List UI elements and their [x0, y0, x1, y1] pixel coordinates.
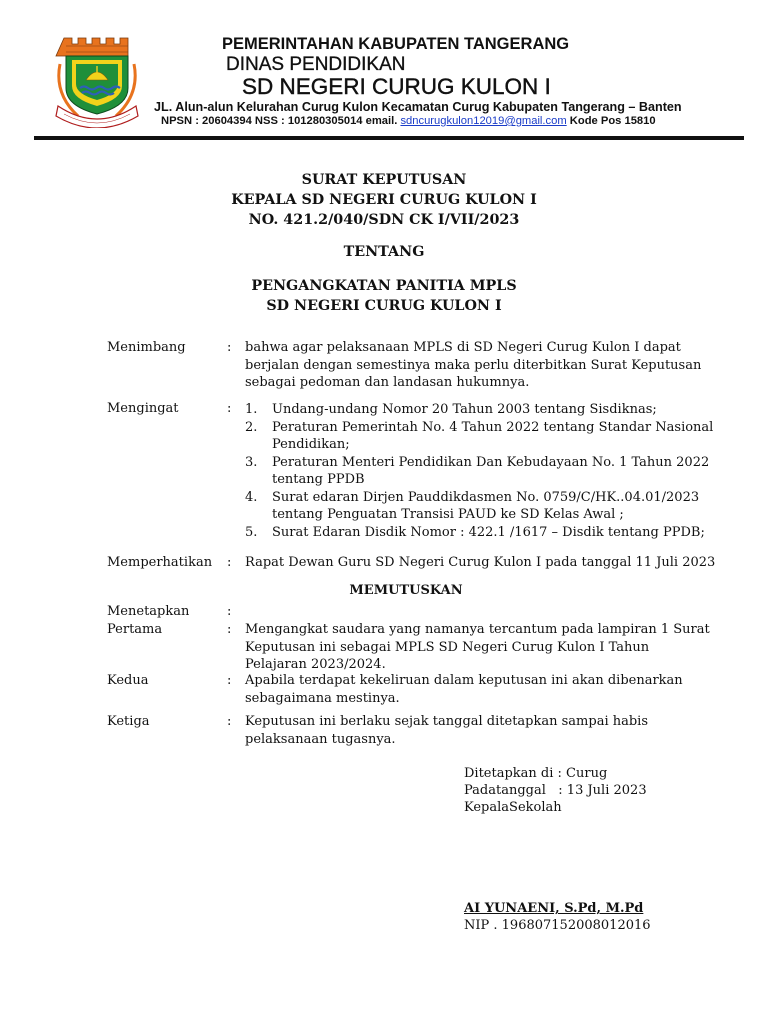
kedua-text: Apabila terdapat kekeliruan dalam keputusan ini akan dibenarkan sebagaimana mestinya.	[245, 673, 683, 706]
pertama-label: Pertama	[107, 622, 163, 637]
list-item-number: 3.	[245, 454, 258, 470]
ketiga-colon: :	[227, 714, 232, 729]
signature-place: Ditetapkan di : Curug	[464, 766, 608, 781]
doc-issuer-title: KEPALA SD NEGERI CURUG KULON I	[231, 192, 537, 208]
menimbang-text: bahwa agar pelaksanaan MPLS di SD Negeri Curug Kulon I dapat berjalan dengan semestinya maka perlu diterbitkan Surat Keputusan sebagai pedoman dan landasan hukumnya.	[245, 340, 702, 390]
contact-prefix: NPSN : 20604394 NSS : 101280305014 email.	[161, 115, 401, 127]
letterhead-divider	[34, 136, 744, 140]
doc-subject-line2: SD NEGERI CURUG KULON I	[266, 298, 502, 314]
list-item-text: Surat edaran Dirjen Pauddikdasmen No. 0759/C/HK..04.01/2023 tentang Penguatan Transisi PAUD ke SD Kelas Awal ;	[272, 489, 700, 522]
mengingat-colon: :	[227, 401, 232, 416]
list-item	[245, 419, 715, 454]
list-item	[245, 489, 715, 524]
ketiga-label: Ketiga	[107, 714, 150, 729]
list-item-text: Peraturan Pemerintah No. 4 Tahun 2022 tentang Standar Nasional Pendidikan;	[272, 419, 714, 452]
doc-number: NO. 421.2/040/SDN CK I/VII/2023	[248, 212, 520, 228]
menimbang-colon: :	[227, 340, 232, 355]
memperhatikan-colon: :	[227, 555, 232, 570]
menimbang-label: Menimbang	[107, 340, 186, 355]
menetapkan-label: Menetapkan	[107, 604, 190, 619]
list-item	[245, 454, 715, 489]
email-link[interactable]: sdncurugkulon12019@gmail.com	[400, 115, 567, 127]
kedua-colon: :	[227, 673, 232, 688]
letterhead-address: JL. Alun-alun Kelurahan Curug Kulon Kecamatan Curug Kabupaten Tangerang – Banten	[154, 100, 682, 114]
list-item-text: Peraturan Menteri Pendidikan Dan Kebudayaan No. 1 Tahun 2022 tentang PPDB	[272, 454, 710, 487]
contact-suffix: Kode Pos 15810	[566, 115, 656, 127]
list-item-text: Undang-undang Nomor 20 Tahun 2003 tentang Sisdiknas;	[272, 402, 657, 417]
memperhatikan-label: Memperhatikan	[107, 555, 213, 570]
letterhead-school-name: SD NEGERI CURUG KULON I	[242, 74, 551, 99]
kedua-label: Kedua	[107, 673, 149, 688]
mengingat-label: Mengingat	[107, 401, 179, 416]
ketiga-text: Keputusan ini berlaku sejak tanggal ditetapkan sampai habis pelaksanaan tugasnya.	[245, 714, 649, 747]
pertama-text: Mengangkat saudara yang namanya tercantum pada lampiran 1 Surat Keputusan ini sebagai MPLS SD Negeri Curug Kulon I Tahun Pelajaran 2023/2024.	[245, 622, 710, 672]
list-item-text: Surat Edaran Disdik Nomor : 422.1 /1617 – Disdik tentang PPDB;	[272, 524, 705, 540]
pertama-colon: :	[227, 622, 232, 637]
memperhatikan-text: Rapat Dewan Guru SD Negeri Curug Kulon I pada tanggal 11 Juli 2023	[245, 555, 716, 570]
signatory-name: AI YUNAENI, S.Pd, M.Pd	[464, 901, 644, 916]
letterhead-department: DINAS PENDIDIKAN	[226, 54, 406, 75]
doc-subject-line1: PENGANGKATAN PANITIA MPLS	[251, 278, 517, 294]
letterhead-government: PEMERINTAHAN KABUPATEN TANGERANG	[222, 35, 570, 53]
memutuskan-heading: MEMUTUSKAN	[349, 583, 463, 598]
signatory-nip: NIP . 196807152008012016	[464, 918, 651, 933]
letterhead-contact	[161, 115, 656, 127]
regency-emblem-icon	[54, 34, 140, 128]
menetapkan-colon: :	[227, 604, 232, 619]
list-item-number: 1.	[245, 402, 258, 417]
list-item	[245, 524, 715, 542]
list-item-number: 2.	[245, 419, 258, 435]
signature-date: Padatanggal : 13 Juli 2023	[464, 783, 647, 798]
list-item-number: 5.	[245, 524, 258, 540]
signature-role: KepalaSekolah	[464, 800, 562, 815]
mengingat-list	[245, 401, 715, 541]
doc-type-title: SURAT KEPUTUSAN	[301, 172, 467, 188]
list-item-number: 4.	[245, 489, 258, 505]
doc-about: TENTANG	[343, 244, 425, 260]
list-item	[245, 401, 715, 419]
